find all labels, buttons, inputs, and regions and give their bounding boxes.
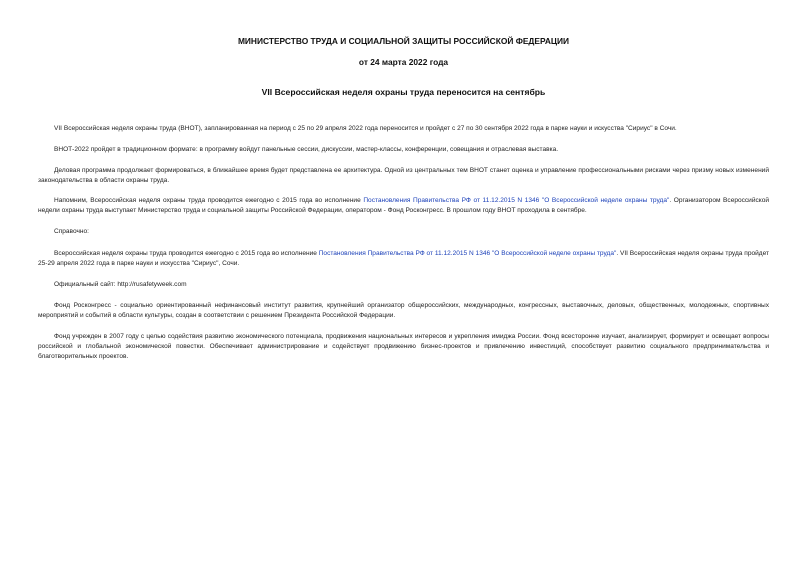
paragraph-text: . VII Всероссийская неделя охраны труда пройдет 25-29 апреля 2022 года в парке науки и искусства "Сириус", Сочи.: [38, 250, 770, 268]
paragraph-roscongress: Фонд Росконгресс - социально ориентированный нефинансовый институт развития, крупнейший организатор общероссийских, международных, конгрессных, выставочных, деловых, общественных, молодежных, спортивных мероприятий и событий в области культуры, создан в соответствии с решением Президента Российской Федерации.: [38, 302, 769, 320]
paragraph-business-program: Деловая программа продолжает формироваться, в ближайшее время будет представлена ее архитектура. Одной из центральных тем ВНОТ станет оценка и управление профессиональными рисками через призму новых изменений законодательства в области охраны труда.: [38, 167, 769, 185]
paragraph-format: ВНОТ-2022 пройдет в традиционном формате: в программу войдут панельные сессии, дискуссии, мастер-классы, конференции, совещания и отраслевая выставка.: [54, 146, 559, 153]
document-title: VII Всероссийская неделя охраны труда переносится на сентябрь: [261, 87, 546, 97]
decree-link[interactable]: Постановления Правительства РФ от 11.12.2015 N 1346 "О Всероссийской неделе охраны труда": [318, 250, 617, 257]
paragraph-postponement: VII Всероссийская неделя охраны труда (ВНОТ), запланированная на период с 25 по 29 апреля 2022 года переносится и пройдет с 27 по 30 сентября 2022 года в парке науки и искусства "Сириус" в Сочи.: [54, 125, 677, 132]
paragraph-text: Напомним, Всероссийская неделя охраны труда проводится ежегодно с 2015 года во исполнение: [54, 197, 364, 204]
paragraph-official-site: Официальный сайт: http://rusafetyweek.com: [54, 281, 187, 288]
document-date: от 24 марта 2022 года: [358, 57, 449, 67]
paragraph-text: . Организатором Всероссийской недели охраны труда выступает Министерство труда и социальной защиты Российской Федерации, оператором - Фонд Росконгресс. В прошлом году ВНОТ проходила в сентябре.: [38, 197, 769, 215]
paragraph-foundation: Фонд учрежден в 2007 году с целью содействия развитию экономического потенциала, продвижения национальных интересов и укрепления имиджа России. Фонд всесторонне изучает, анализирует, формирует и освещает вопросы российской и глобальной экономической повестки. Обеспечивает администрирование и содействует продвижению бизнес-проектов и привлечению инвестиций, способствует развитию социального предпринимательства и благотворительных проектов.: [38, 333, 769, 361]
paragraph-reference-label: Справочно:: [54, 228, 89, 235]
decree-link[interactable]: Постановления Правительства РФ от 11.12.2015 N 1346 "О Всероссийской неделе охраны труда": [363, 197, 670, 204]
paragraph-reminder: [38, 196, 769, 216]
paragraph-reference: [38, 249, 769, 269]
ministry-heading: МИНИСТЕРСТВО ТРУДА И СОЦИАЛЬНОЙ ЗАЩИТЫ РОССИЙСКОЙ ФЕДЕРАЦИИ: [237, 36, 570, 46]
paragraph-text: Всероссийская неделя охраны труда проводится ежегодно с 2015 года во исполнение: [54, 250, 319, 257]
